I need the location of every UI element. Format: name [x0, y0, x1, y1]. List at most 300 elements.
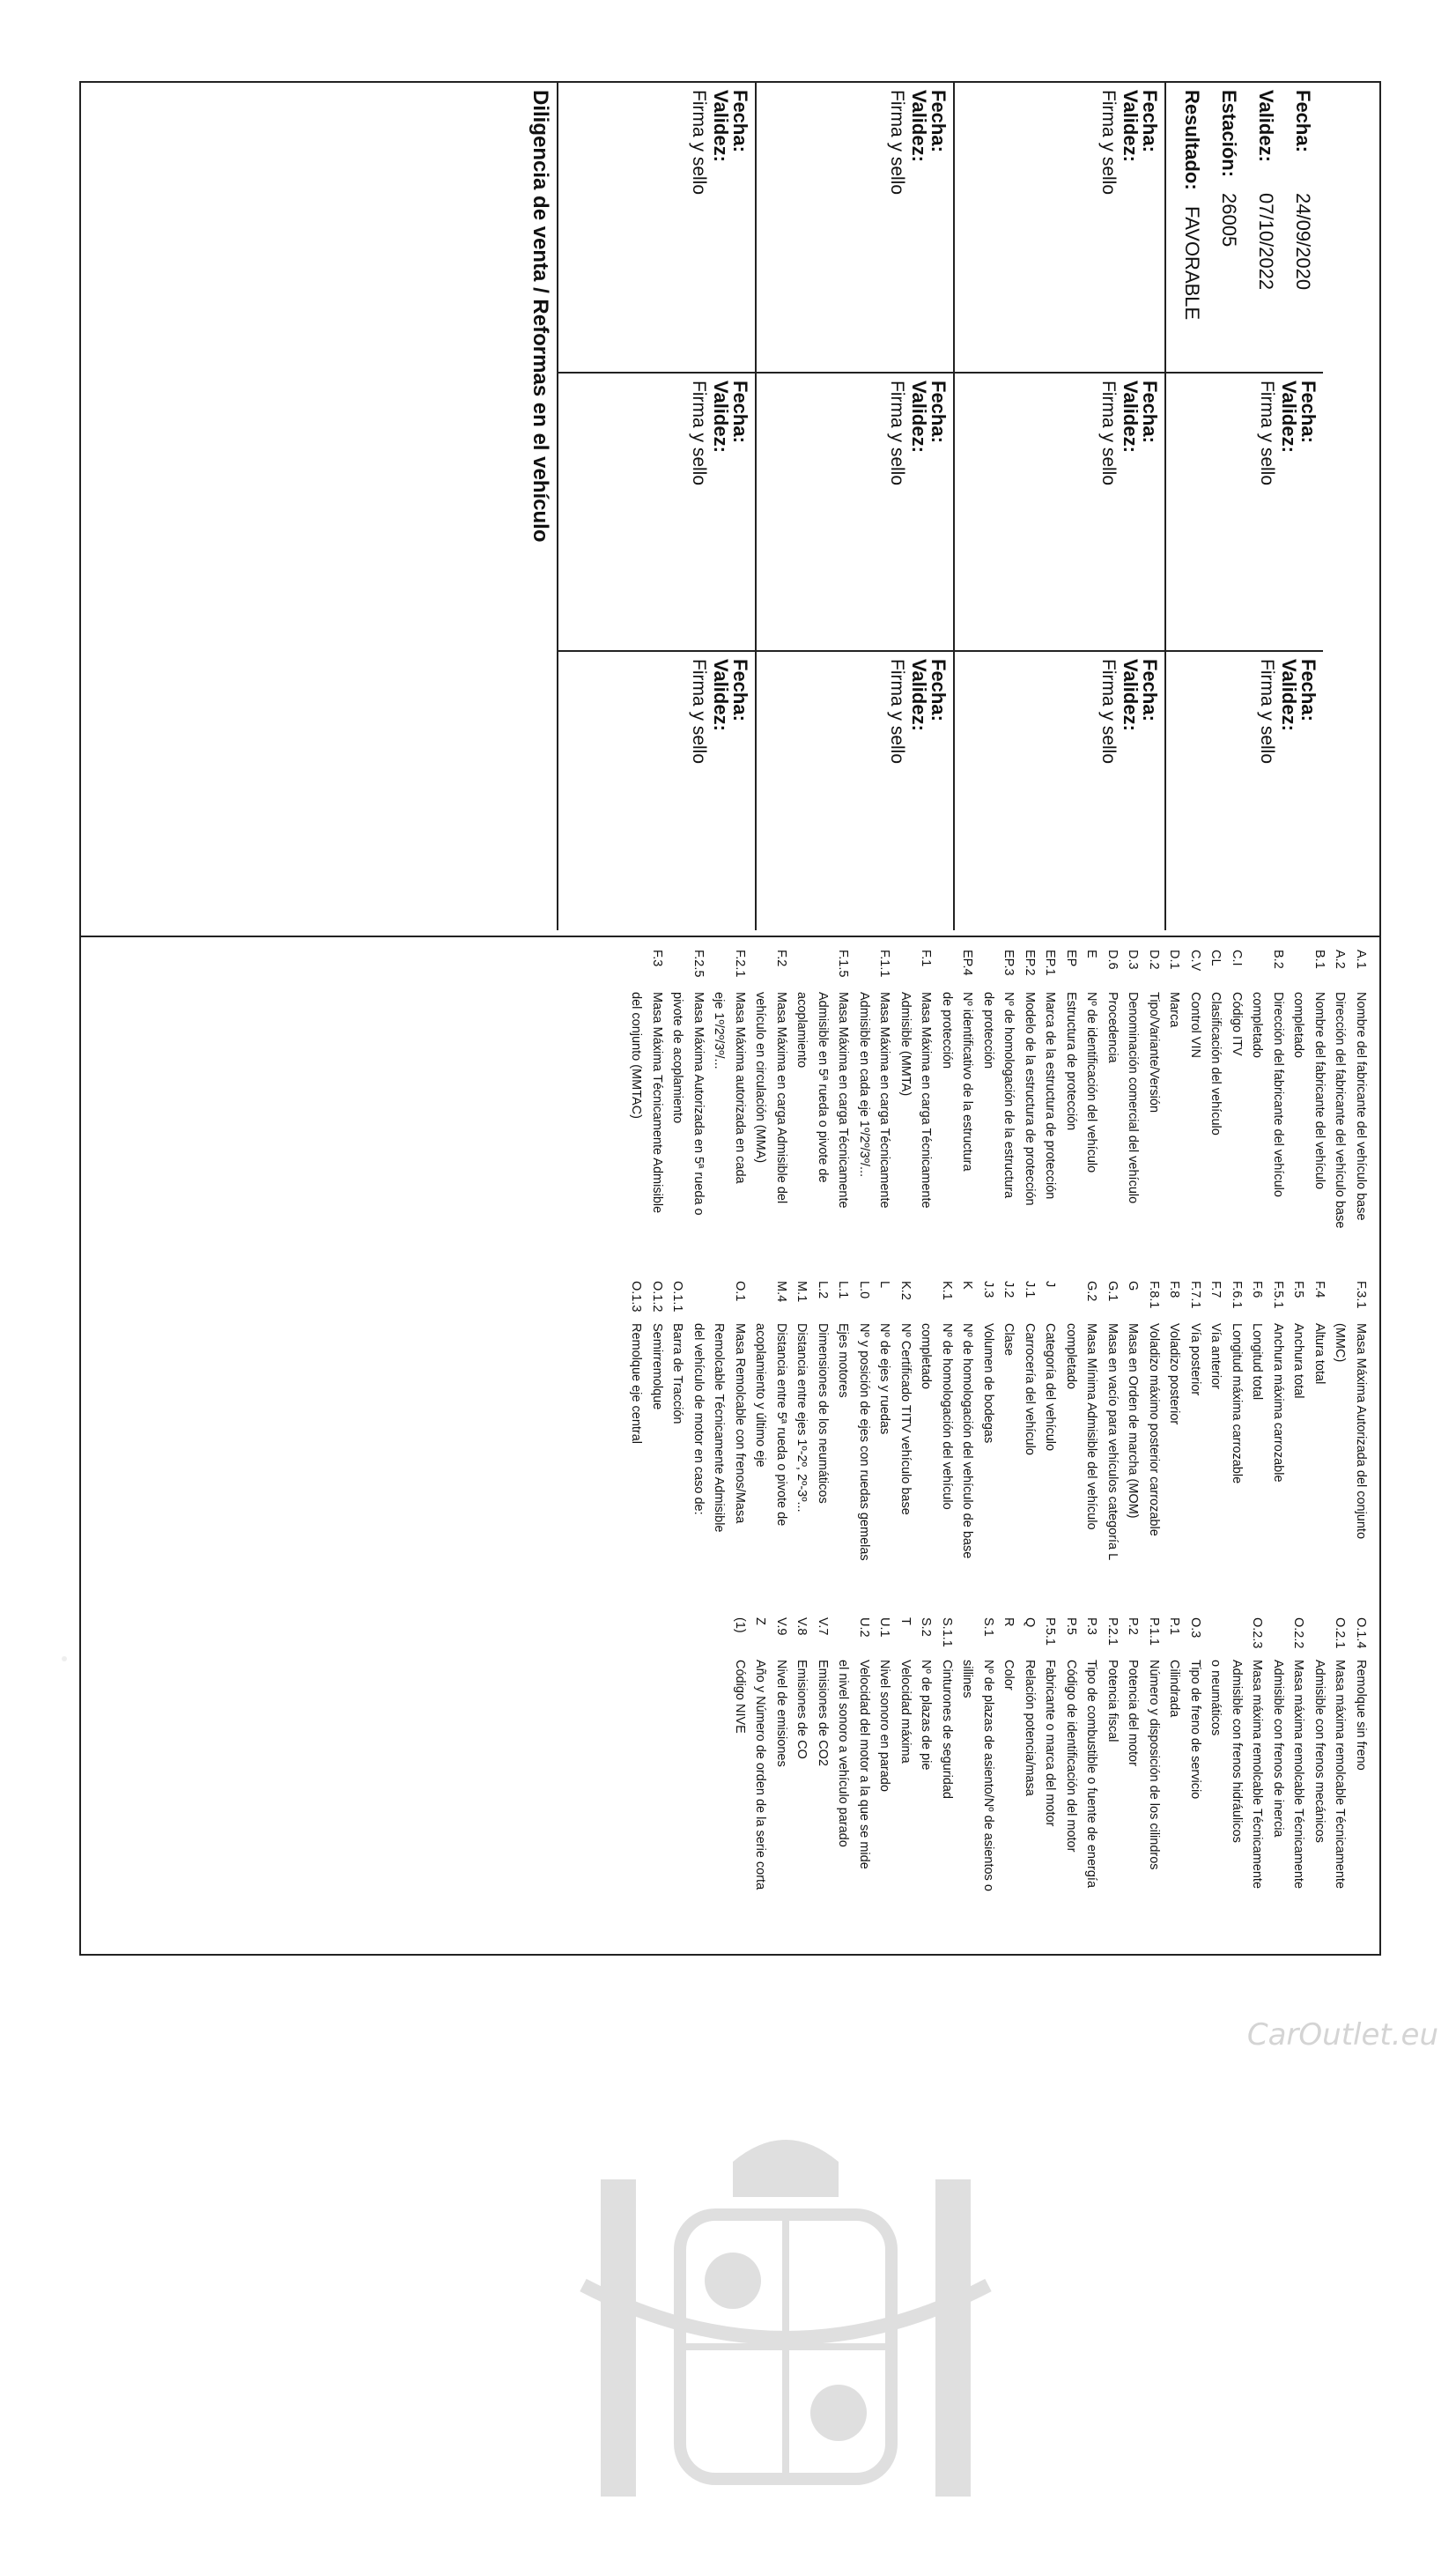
fecha-label: Fecha: Validez: — [710, 659, 751, 731]
code-description: Masa en vacío para vehículos categoría L — [1105, 1323, 1120, 1561]
code-row — [936, 950, 957, 1228]
code-label: P.2 — [1126, 1617, 1141, 1635]
code-label: D.3 — [1126, 950, 1141, 970]
code-description: de protección — [940, 992, 954, 1069]
code-label: F.1.5 — [836, 950, 851, 978]
code-label: C.V — [1188, 950, 1202, 972]
code-description: Vía posterior — [1188, 1323, 1202, 1396]
code-label: S.2 — [919, 1617, 934, 1637]
code-row — [1185, 1617, 1206, 1891]
code-description: Semirremolque — [650, 1323, 664, 1410]
code-label: O.2.2 — [1291, 1617, 1306, 1649]
code-label: A.2 — [1333, 950, 1348, 969]
code-label: F.3.1 — [1354, 1281, 1368, 1309]
validez-label: Validez: — [1255, 90, 1277, 162]
code-row — [1019, 1281, 1040, 1561]
code-row — [874, 1617, 895, 1891]
code-row — [936, 1617, 957, 1891]
fecha-label: Fecha: Validez: — [908, 90, 950, 162]
code-description: Marca de la estructura de protección — [1043, 992, 1058, 1200]
inspections-section — [81, 83, 1379, 937]
code-description: Admisible (MMTA) — [898, 992, 913, 1097]
coat-of-arms-icon — [504, 2109, 1050, 2567]
code-row — [998, 1617, 1019, 1891]
code-description: Código ITV — [1230, 992, 1244, 1056]
code-description: Nº de plazas de asiento/Nº de asientos o — [981, 1660, 995, 1891]
code-label: D.1 — [1167, 950, 1182, 970]
code-label: K.2 — [898, 1281, 913, 1300]
code-row — [1246, 1281, 1268, 1561]
code-label: F.8 — [1167, 1281, 1182, 1298]
code-row — [1061, 1281, 1082, 1561]
code-row — [978, 1281, 999, 1561]
code-label: F.7.1 — [1188, 1281, 1202, 1309]
code-label: U.1 — [877, 1617, 892, 1638]
code-row — [1205, 1617, 1226, 1891]
code-description: Remolcable Técnicamente Admisible — [712, 1323, 727, 1533]
fecha-value: 24/09/2020 — [1292, 193, 1314, 291]
firma-label: Firma y sello — [887, 659, 907, 765]
code-description: acoplamiento — [795, 992, 809, 1069]
code-row — [832, 1617, 854, 1891]
code-row — [1164, 950, 1185, 1228]
code-description: Control VIN — [1188, 992, 1202, 1058]
code-row — [1019, 1617, 1040, 1891]
code-label: A.1 — [1354, 950, 1368, 969]
code-row — [895, 1281, 916, 1561]
code-row — [1185, 950, 1206, 1228]
code-description: Relación potencia/masa — [1023, 1660, 1037, 1796]
code-description: Carrocería del vehículo — [1023, 1323, 1037, 1455]
code-row — [832, 1281, 854, 1561]
code-description: Masa Máxima en carga Admisible del — [774, 992, 788, 1204]
fecha-label: Fecha: Validez: — [1278, 659, 1319, 731]
inspections-table — [81, 83, 1376, 930]
code-label: Z — [753, 1617, 768, 1625]
code-description: Admisible con frenos de inercia — [1271, 1660, 1285, 1838]
code-description: Masa máxima remolcable Técnicamente — [1250, 1660, 1265, 1890]
code-row — [1061, 950, 1082, 1228]
code-description: Masa Máxima Autorizada en 5ª rueda o — [691, 992, 706, 1216]
code-row — [1309, 1281, 1330, 1561]
code-row — [1102, 1617, 1123, 1891]
code-label: (1) — [733, 1617, 747, 1633]
code-row — [812, 1281, 833, 1561]
code-description: Cilindrada — [1167, 1660, 1182, 1718]
code-label: L.1 — [836, 1281, 851, 1299]
code-description: Categoría del vehículo — [1043, 1323, 1058, 1452]
code-row — [895, 1617, 916, 1891]
code-row — [791, 1281, 812, 1561]
code-label: P.5.1 — [1043, 1617, 1058, 1646]
fecha-label: Fecha: Validez: — [1120, 659, 1161, 731]
code-label: F.2 — [774, 950, 788, 967]
code-label: F.5.1 — [1271, 1281, 1285, 1309]
code-row — [874, 950, 895, 1228]
code-row — [708, 950, 729, 1228]
codes-legend-section — [81, 937, 1379, 1957]
code-row — [750, 950, 771, 1228]
code-row — [1205, 950, 1226, 1228]
firma-label: Firma y sello — [689, 659, 709, 765]
code-description: completado — [1064, 1323, 1078, 1389]
code-row — [1205, 1281, 1226, 1561]
code-label: P.5 — [1064, 1617, 1078, 1635]
code-description: el nivel sonoro a vehículo parado — [836, 1660, 851, 1847]
code-row — [1164, 1281, 1185, 1561]
code-row — [750, 1617, 771, 1891]
scan-spot — [62, 1656, 67, 1661]
code-description: Nombre del fabricante del vehículo base — [1354, 992, 1368, 1221]
code-row — [625, 1281, 647, 1561]
code-description: Nº de homologación de la estructura — [1001, 992, 1016, 1199]
code-label: J.3 — [981, 1281, 995, 1298]
code-description: Estructura de protección — [1064, 992, 1078, 1131]
code-row — [1164, 1617, 1185, 1891]
code-row — [1039, 1617, 1061, 1891]
code-description: Modelo de la estructura de protección — [1023, 992, 1037, 1206]
code-row — [1288, 950, 1309, 1228]
code-row — [729, 950, 750, 1228]
code-description: Dirección del fabricante del vehículo — [1271, 992, 1285, 1197]
code-description: Voladizo posterior — [1167, 1323, 1182, 1425]
code-row — [771, 1281, 792, 1561]
code-description: vehículo en circulación (MMA) — [753, 992, 768, 1164]
code-row — [1143, 950, 1164, 1228]
code-label: K — [960, 1281, 975, 1290]
fecha-label: Fecha: Validez: — [908, 381, 950, 453]
code-description: Nº de identificación del vehículo — [1084, 992, 1099, 1173]
code-label: CL — [1208, 950, 1223, 966]
code-description: Velocidad máxima — [898, 1660, 913, 1764]
code-label: O.1 — [733, 1281, 747, 1302]
code-description: Potencia del motor — [1126, 1660, 1141, 1766]
code-description: eje 1º/2º/3º/... — [712, 992, 727, 1069]
code-label: V.7 — [816, 1617, 830, 1636]
code-description: Denominación comercial del vehículo — [1126, 992, 1141, 1204]
code-row — [1350, 950, 1371, 1228]
code-description: Nº de homologación del vehículo — [940, 1323, 954, 1510]
code-description: Emisiones de CO — [795, 1660, 809, 1759]
code-label: O.2.1 — [1333, 1617, 1348, 1649]
code-label: O.1.4 — [1354, 1617, 1368, 1649]
code-row — [1102, 950, 1123, 1228]
fecha-label: Fecha: Validez: — [710, 90, 751, 162]
code-label: F.3 — [650, 950, 664, 967]
estacion-label: Estación: — [1218, 90, 1240, 178]
code-description: Velocidad del motor a la que se mide — [857, 1660, 871, 1869]
code-row — [1061, 1617, 1082, 1891]
code-row — [812, 950, 833, 1228]
code-label: F.1.1 — [877, 950, 892, 978]
code-description: Nº identificativo de la estructura — [960, 992, 975, 1172]
firma-label: Firma y sello — [1098, 90, 1119, 196]
code-row — [708, 1281, 729, 1561]
code-description: Nº de homologación del vehículo de base — [960, 1323, 975, 1559]
validez-value: 07/10/2022 — [1255, 193, 1277, 291]
code-label: O.1.3 — [629, 1281, 644, 1313]
code-description: Masa Mínima Admisible del vehículo — [1084, 1323, 1099, 1530]
codes-column-3 — [729, 1617, 1371, 1891]
code-label: EP.2 — [1023, 950, 1037, 976]
code-description: Emisiones de CO2 — [816, 1660, 830, 1766]
code-row — [1039, 950, 1061, 1228]
code-row — [688, 1281, 709, 1561]
code-label: EP.4 — [960, 950, 975, 976]
code-description: Masa Máxima en carga Técnicamente — [877, 992, 892, 1209]
code-row — [957, 1281, 978, 1561]
resultado-label: Resultado: — [1181, 90, 1203, 190]
code-description: Código de identificación del motor — [1064, 1660, 1078, 1853]
code-description: Distancia entre ejes 1º-2º, 2º-3º... — [795, 1323, 809, 1513]
estacion-value: 26005 — [1218, 193, 1240, 248]
code-row — [1081, 1617, 1102, 1891]
code-description: de protección — [981, 992, 995, 1069]
code-label: T — [898, 1617, 913, 1625]
code-row — [688, 950, 709, 1228]
code-row — [854, 1281, 875, 1561]
code-row — [1143, 1617, 1164, 1891]
fecha-label: Fecha: Validez: — [908, 659, 950, 731]
code-label: G.1 — [1105, 1281, 1120, 1302]
code-description: del conjunto (MMTAC) — [629, 992, 644, 1119]
code-label: D.6 — [1105, 950, 1120, 970]
code-row — [647, 1281, 668, 1561]
code-description: Anchura total — [1291, 1323, 1306, 1399]
code-label: P.1 — [1167, 1617, 1182, 1635]
code-description: Año y Número de orden de la serie corta — [753, 1660, 768, 1890]
code-row — [1226, 950, 1247, 1228]
codes-column-1 — [625, 950, 1371, 1228]
fecha-label: Fecha: Validez: — [1278, 381, 1319, 453]
code-row — [915, 1281, 936, 1561]
code-row — [667, 950, 688, 1228]
code-description: Distancia entre 5ª rueda o pivote de — [774, 1323, 788, 1527]
code-label: O.2.3 — [1250, 1617, 1265, 1649]
code-row — [771, 950, 792, 1228]
code-description: Número y disposición de los cilindros — [1147, 1660, 1161, 1870]
code-description: Nº de ejes y ruedas — [877, 1323, 892, 1435]
code-row — [957, 950, 978, 1228]
code-row — [1122, 950, 1143, 1228]
code-description: sillines — [960, 1660, 975, 1698]
code-description: Barra de Tracción — [670, 1323, 685, 1424]
fecha-label: Fecha: Validez: — [710, 381, 751, 453]
firma-label: Firma y sello — [1257, 381, 1277, 486]
code-row — [791, 1617, 812, 1891]
code-label: M.4 — [774, 1281, 788, 1303]
code-description: del vehículo de motor en caso de: — [691, 1323, 706, 1515]
code-row — [1122, 1617, 1143, 1891]
code-row — [1329, 1281, 1350, 1561]
code-label: L.2 — [816, 1281, 830, 1299]
code-description: Masa Máxima Autorizada del conjunto — [1354, 1323, 1368, 1540]
code-row — [998, 1281, 1019, 1561]
code-description: completado — [1291, 992, 1306, 1058]
code-row — [854, 950, 875, 1228]
firma-label: Firma y sello — [887, 381, 907, 486]
code-row — [1081, 950, 1102, 1228]
code-row — [1350, 1617, 1371, 1891]
code-description: Admisible con frenos mecánicos — [1312, 1660, 1327, 1843]
code-row — [729, 1281, 750, 1561]
code-description: Nº Certificado TITV vehículo base — [898, 1323, 913, 1515]
code-description: Potencia fiscal — [1105, 1660, 1120, 1742]
code-label: EP — [1064, 950, 1078, 967]
code-description: Dimensiones de los neumáticos — [816, 1323, 830, 1504]
code-label: S.1.1 — [940, 1617, 954, 1647]
code-description: Admisible con frenos hidráulicos — [1230, 1660, 1244, 1843]
code-description: Tipo de combustible o fuente de energía — [1084, 1660, 1099, 1889]
code-description: Admisible en cada eje 1º/2º/3º/... — [857, 992, 871, 1178]
code-label: B.2 — [1271, 950, 1285, 969]
code-description: Altura total — [1312, 1323, 1327, 1385]
code-label: S.1 — [981, 1617, 995, 1637]
code-description: Nivel de emisiones — [774, 1660, 788, 1767]
code-row — [1309, 1617, 1330, 1891]
code-description: Remolque sin freno — [1354, 1660, 1368, 1771]
code-row — [1039, 1281, 1061, 1561]
code-description: Color — [1001, 1660, 1016, 1690]
code-row — [1122, 1281, 1143, 1561]
code-label: EP.1 — [1043, 950, 1058, 976]
watermark-logo: CarOutlet.eu — [1246, 2017, 1438, 2053]
code-row — [915, 1617, 936, 1891]
code-row — [1329, 1617, 1350, 1891]
code-row — [1226, 1617, 1247, 1891]
code-description: Tipo de freno de servicio — [1188, 1660, 1202, 1800]
code-row — [874, 1281, 895, 1561]
code-label: P.1.1 — [1147, 1617, 1161, 1646]
inspections-title — [1323, 83, 1376, 930]
code-description: Nombre del fabricante del vehículo — [1312, 992, 1327, 1190]
code-description: Masa en Orden de marcha (MOM) — [1126, 1323, 1141, 1519]
code-row — [647, 950, 668, 1228]
code-description: Fabricante o marca del motor — [1043, 1660, 1058, 1827]
code-row — [625, 950, 647, 1228]
code-row — [1185, 1281, 1206, 1561]
code-row — [978, 950, 999, 1228]
code-description: Nivel sonoro en parado — [877, 1660, 892, 1792]
code-row — [978, 1617, 999, 1891]
code-row — [1309, 950, 1330, 1228]
code-description: Código NIVE — [733, 1660, 747, 1734]
code-row — [812, 1617, 833, 1891]
code-row — [791, 950, 812, 1228]
code-description: Anchura máxima carrozable — [1271, 1323, 1285, 1483]
codes-column-2 — [625, 1281, 1371, 1561]
code-label: U.2 — [857, 1617, 871, 1638]
code-label: G.2 — [1084, 1281, 1099, 1302]
code-description: Masa máxima remolcable Técnicamente — [1291, 1660, 1306, 1890]
code-row — [854, 1617, 875, 1891]
code-label: J — [1043, 1281, 1058, 1288]
code-description: Clase — [1001, 1323, 1016, 1357]
code-description: pivote de acoplamiento — [670, 992, 685, 1124]
code-label: E — [1084, 950, 1099, 958]
code-description: Masa Remolcable con frenos/Masa — [733, 1323, 747, 1524]
code-label: V.9 — [774, 1617, 788, 1636]
fecha-label: Fecha: Validez: — [1120, 381, 1161, 453]
code-description: Vía anterior — [1208, 1323, 1223, 1389]
code-row — [936, 1281, 957, 1561]
code-label: P.3 — [1084, 1617, 1099, 1635]
code-description: Tipo/Variante/Versión — [1147, 992, 1161, 1113]
code-label: J.1 — [1023, 1281, 1037, 1298]
code-description: Cinturones de seguridad — [940, 1660, 954, 1799]
code-description: Longitud total — [1250, 1323, 1265, 1401]
code-description: Masa máxima remolcable Técnicamente — [1333, 1660, 1348, 1890]
code-description: Nº y posición de ejes con ruedas gemelas — [857, 1323, 871, 1561]
code-label: D.2 — [1147, 950, 1161, 970]
code-label: F.1 — [919, 950, 934, 967]
firma-label: Firma y sello — [1257, 659, 1277, 765]
code-row — [1143, 1281, 1164, 1561]
code-description: Voladizo máximo posterior carrozable — [1147, 1323, 1161, 1536]
code-row — [1268, 1617, 1289, 1891]
code-row — [750, 1281, 771, 1561]
code-label: V.8 — [795, 1617, 809, 1636]
code-description: Clasificación del vehículo — [1208, 992, 1223, 1136]
code-description: Longitud máxima carrozable — [1230, 1323, 1244, 1484]
code-row — [1102, 1281, 1123, 1561]
code-label: K.1 — [940, 1281, 954, 1300]
code-row — [1268, 1281, 1289, 1561]
firma-label: Firma y sello — [887, 90, 907, 196]
code-description: Dirección del fabricante del vehículo base — [1333, 992, 1348, 1229]
firma-label: Firma y sello — [1098, 659, 1119, 765]
code-description: Remolque eje central — [629, 1323, 644, 1445]
code-description: Ejes motores — [836, 1323, 851, 1398]
code-row — [1268, 950, 1289, 1228]
code-description: completado — [919, 1323, 934, 1389]
code-row — [1226, 1281, 1247, 1561]
code-label: R — [1001, 1617, 1016, 1627]
code-row — [1329, 950, 1350, 1228]
code-description: Masa Máxima autorizada en cada — [733, 992, 747, 1184]
code-description: Masa Máxima Técnicamente Admisible — [650, 992, 664, 1214]
code-label: F.6.1 — [1230, 1281, 1244, 1309]
code-label: L — [877, 1281, 892, 1289]
code-label: M.1 — [795, 1281, 809, 1303]
code-description: Marca — [1167, 992, 1182, 1028]
fecha-label: Fecha: Validez: — [1120, 90, 1161, 162]
code-row — [998, 950, 1019, 1228]
code-description: Nº de plazas de pie — [919, 1660, 934, 1771]
code-description: Masa Máxima en carga Técnicamente — [836, 992, 851, 1209]
code-label: B.1 — [1312, 950, 1327, 969]
code-description: completado — [1250, 992, 1265, 1058]
code-label: F.5 — [1291, 1281, 1306, 1298]
code-label: F.7 — [1208, 1281, 1223, 1298]
code-label: Q — [1023, 1617, 1037, 1628]
code-label: F.2.5 — [691, 950, 706, 978]
code-row — [957, 1617, 978, 1891]
resultado-value: FAVORABLE — [1181, 206, 1203, 321]
code-label: J.2 — [1001, 1281, 1016, 1298]
firma-label: Firma y sello — [689, 381, 709, 486]
code-label: O.1.2 — [650, 1281, 664, 1313]
code-label: F.2.1 — [733, 950, 747, 978]
code-row — [915, 950, 936, 1228]
code-label: O.1.1 — [670, 1281, 685, 1313]
code-row — [667, 1281, 688, 1561]
code-label: P.2.1 — [1105, 1617, 1120, 1646]
code-row — [1246, 1617, 1268, 1891]
code-description: o neumáticos — [1208, 1660, 1223, 1736]
code-row — [1246, 950, 1268, 1228]
code-description: Procedencia — [1105, 992, 1120, 1063]
